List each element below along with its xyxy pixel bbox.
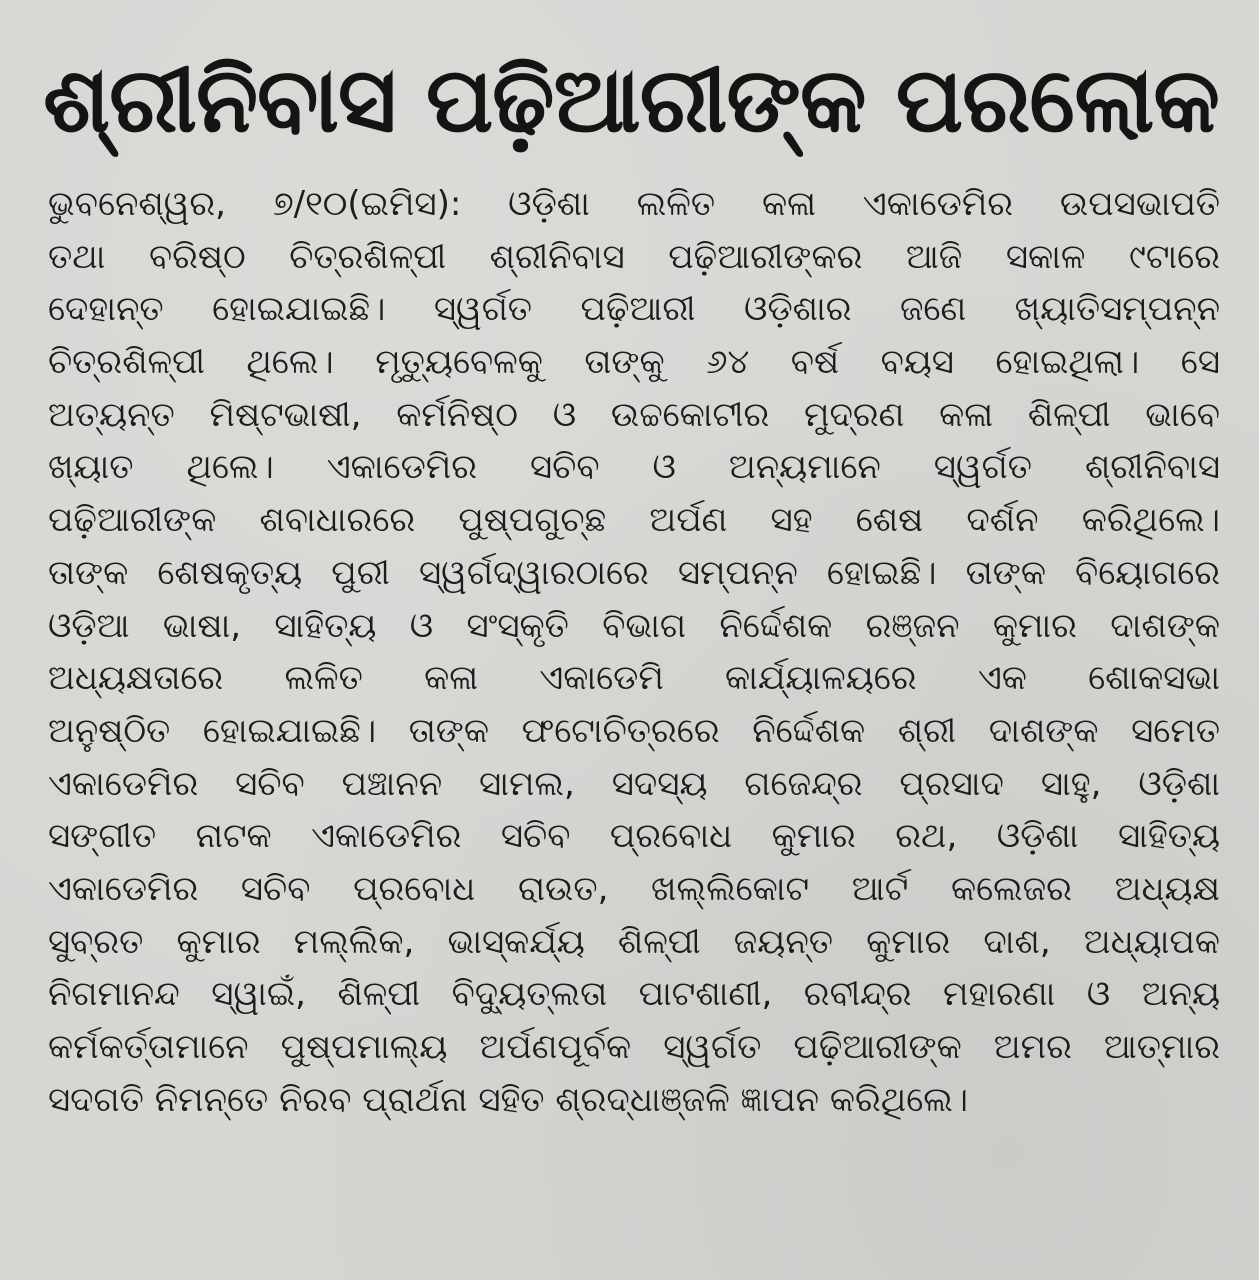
- article-body: [48, 178, 1220, 1258]
- article-line: ତାଙ୍କ ଶେଷକୃତ୍ୟ ପୁରୀ ସ୍ୱର୍ଗଦ୍ୱାରଠାରେ ସମ୍ପନ୍ନ ହୋଇଛି। ତାଙ୍କ ବିୟୋଗରେ: [48, 552, 1220, 593]
- article-line: ଦେହାନ୍ତ ହୋଇଯାଇଛି। ସ୍ୱର୍ଗତ ପଢ଼ିଆରୀ ଓଡ଼ିଶାର ଜଣେ ଖ୍ୟାତିସମ୍ପନ୍ନ: [48, 289, 1220, 330]
- article-line: ଭୁବନେଶ୍ୱର, ୭/୧୦(ଇମିସ): ଓଡ଼ିଶା ଲଳିତ କଳା ଏକାଡେମିର ଉପସଭାପତି: [48, 184, 1220, 224]
- article-line: ଖ୍ୟାତ ଥିଲେ। ଏକାଡେମିର ସଚିବ ଓ ଅନ୍ୟମାନେ ସ୍ୱର୍ଗତ ଶ୍ରୀନିବାସ: [48, 447, 1220, 488]
- article-line: ସୁବ୍ରତ କୁମାର ମଲ୍ଲିକ, ଭାସ୍କର୍ଯ୍ୟ ଶିଳ୍ପୀ ଜୟନ୍ତ କୁମାର ଦାଶ, ଅଧ୍ୟାପକ: [48, 921, 1220, 962]
- article-line: କର୍ମକର୍ତ୍ତାମାନେ ପୁଷ୍ପମାଲ୍ୟ ଅର୍ପଣପୂର୍ବକ ସ୍ୱର୍ଗତ ପଢ଼ିଆରୀଙ୍କ ଅମର ଆତ୍ମାର: [48, 1027, 1220, 1067]
- article-line: ଅତ୍ୟନ୍ତ ମିଷ୍ଟଭାଷୀ, କର୍ମନିଷ୍ଠ ଓ ଉଚ୍ଚକୋଟୀର ମୁଦ୍ରଣ କଳା ଶିଳ୍ପୀ ଭାବେ: [48, 394, 1220, 435]
- article-line: ସଦଗତି ନିମନ୍ତେ ନିରବ ପ୍ରାର୍ଥନା ସହିତ ଶ୍ରଦ୍ଧାଞ୍ଜଳି ଜ୍ଞାପନ କରିଥିଲେ।: [48, 1079, 969, 1120]
- article-line: ଅଧ୍ୟକ୍ଷତାରେ ଲଳିତ କଳା ଏକାଡେମି କାର୍ଯ୍ୟାଳୟରେ ଏକ ଶୋକସଭା: [48, 658, 1220, 699]
- article-line: ତଥା ବରିଷ୍ଠ ଚିତ୍ରଶିଳ୍ପୀ ଶ୍ରୀନିବାସ ପଢ଼ିଆରୀଙ୍କର ଆଜି ସକାଳ ୯ଟାରେ: [48, 236, 1220, 277]
- article-line: ସଙ୍ଗୀତ ନାଟକ ଏକାଡେମିର ସଚିବ ପ୍ରବୋଧ କୁମାର ରଥ, ଓଡ଼ିଶା ସାହିତ୍ୟ: [48, 816, 1220, 857]
- headline: ଶ୍ରୀନିବାସ ପଢ଼ିଆରୀଙ୍କ ପରଲୋକ: [43, 48, 1219, 153]
- article-line: ପଢ଼ିଆରୀଙ୍କ ଶବାଧାରରେ ପୁଷ୍ପଗୁଚ୍ଛ ଅର୍ପଣ ସହ ଶେଷ ଦର୍ଶନ କରିଥିଲେ।: [48, 500, 1220, 541]
- article-line: ଓଡ଼ିଆ ଭାଷା, ସାହିତ୍ୟ ଓ ସଂସ୍କୃତି ବିଭାଗ ନିର୍ଦ୍ଦେଶକ ରଞ୍ଜନ କୁମାର ଦାଶଙ୍କ: [48, 605, 1220, 646]
- article-line: ଏକାଡେମିର ସଚିବ ପ୍ରବୋଧ ରାଉତ, ଖଲ୍ଲିକୋଟ ଆର୍ଟ କଲେଜର ଅଧ୍ୟକ୍ଷ: [48, 868, 1220, 909]
- article-line: ଏକାଡେମିର ସଚିବ ପଞ୍ଚାନନ ସାମଲ, ସଦସ୍ୟ ଗଜେନ୍ଦ୍ର ପ୍ରସାଦ ସାହୁ, ଓଡ଼ିଶା: [48, 763, 1220, 804]
- article-line: ଅନୁଷ୍ଠିତ ହୋଇଯାଇଛି। ତାଙ୍କ ଫଟୋଚିତ୍ରରେ ନିର୍ଦ୍ଦେଶକ ଶ୍ରୀ ଦାଶଙ୍କ ସମେତ: [48, 710, 1220, 751]
- article-line: ଚିତ୍ରଶିଳ୍ପୀ ଥିଲେ। ମୃତ୍ୟୁବେଳକୁ ତାଙ୍କୁ ୬୪ ବର୍ଷ ବୟସ ହୋଇଥିଲା। ସେ: [48, 342, 1220, 383]
- article-line: ନିଗମାନନ୍ଦ ସ୍ୱାଇଁ, ଶିଳ୍ପୀ ବିଦ୍ୟୁତ୍‌ଲତା ପାଟଶାଣୀ, ରବୀନ୍ଦ୍ର ମହାରଣା ଓ ଅନ୍ୟ: [48, 974, 1220, 1015]
